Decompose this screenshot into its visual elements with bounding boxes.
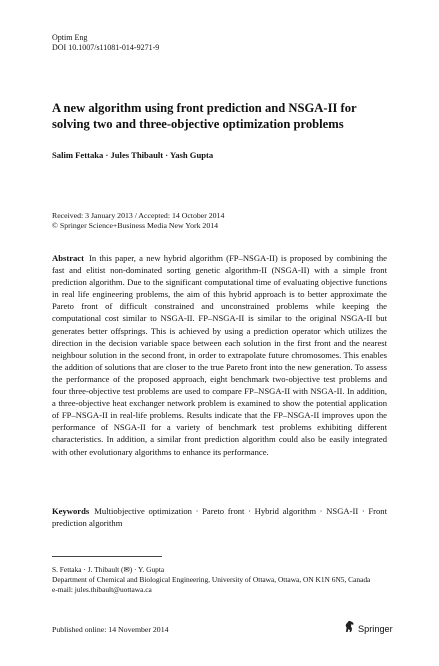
- abstract-label: Abstract: [52, 253, 84, 263]
- article-dates: [52, 211, 224, 231]
- publisher-name: Springer: [358, 624, 393, 634]
- keywords-text: Multiobjective optimization · Pareto front · Hybrid algorithm · NSGA-II · Front prediction algorithm: [52, 506, 387, 529]
- keywords-section: [52, 505, 387, 529]
- footnote-email: e-mail: jules.thibault@uottawa.ca: [52, 585, 152, 595]
- springer-horse-icon: [344, 620, 355, 638]
- footnote-divider: [52, 556, 162, 557]
- received-accepted: Received: 3 January 2013 / Accepted: 14 October 2014: [52, 211, 225, 220]
- keywords-label: Keywords: [52, 506, 90, 516]
- footnote-authors: S. Fettaka · J. Thibault (✉) · Y. Gupta: [52, 565, 165, 574]
- author-footnote: [52, 565, 387, 595]
- publisher-logo: [344, 620, 393, 638]
- journal-header: [52, 33, 159, 53]
- abstract-section: [52, 252, 387, 458]
- published-online: Published online: 14 November 2014: [52, 625, 169, 634]
- author-list: Salim Fettaka · Jules Thibault · Yash Gupta: [52, 150, 214, 160]
- footnote-department: Department of Chemical and Biological Engineering, University of Ottawa, Ottawa, ON K1N 6N5, Canada: [52, 574, 371, 584]
- article-title: A new algorithm using front prediction and NSGA-II for solving two and three-objective optimization problems: [52, 101, 357, 131]
- journal-name: Optim Eng: [52, 33, 88, 42]
- doi-line: DOI 10.1007/s11081-014-9271-9: [52, 43, 160, 52]
- copyright-line: © Springer Science+Business Media New York 2014: [52, 221, 219, 230]
- abstract-text: In this paper, a new hybrid algorithm (FP–NSGA-II) is proposed by combining the fast and elitist non-dominated sorting genetic algorithm-II (NSGA-II) with a simple front prediction algorithm. Due to the significant computational time of evaluating objective functions in real life engineering problems, the aim of this hybrid approach is to better approximate the Pareto front of difficult constrained and unconstrained problems while keeping the computational cost similar to NSGA-II. FP–NSGA-II is similar to the original NSGA-II but generates better offsprings. This is achieved by using a prediction operator which utilizes the direction in the decision variable space between each solution in the first front and the nearest neighbour solution in the second front, in order to extrapolate future chromosomes. This enables the addition of solutions that are closer to the true Pareto front into the new generation. To assess the performance of the proposed approach, eight benchmark two-objective test problems and four three-objective test problems are used to compare FP–NSGA-II with NSGA-II. In addition, a three-objective heat exchanger network problem is examined to show the potential application of FP–NSGA-II in real-life problems. Results indicate that the FP–NSGA-II improves upon the performance of NSGA-II for a variety of benchmark test problems exhibiting different characteristics. In addition, a similar front prediction algorithm could also be easily integrated with other evolutionary algorithms to enhance its performance.: [52, 253, 387, 457]
